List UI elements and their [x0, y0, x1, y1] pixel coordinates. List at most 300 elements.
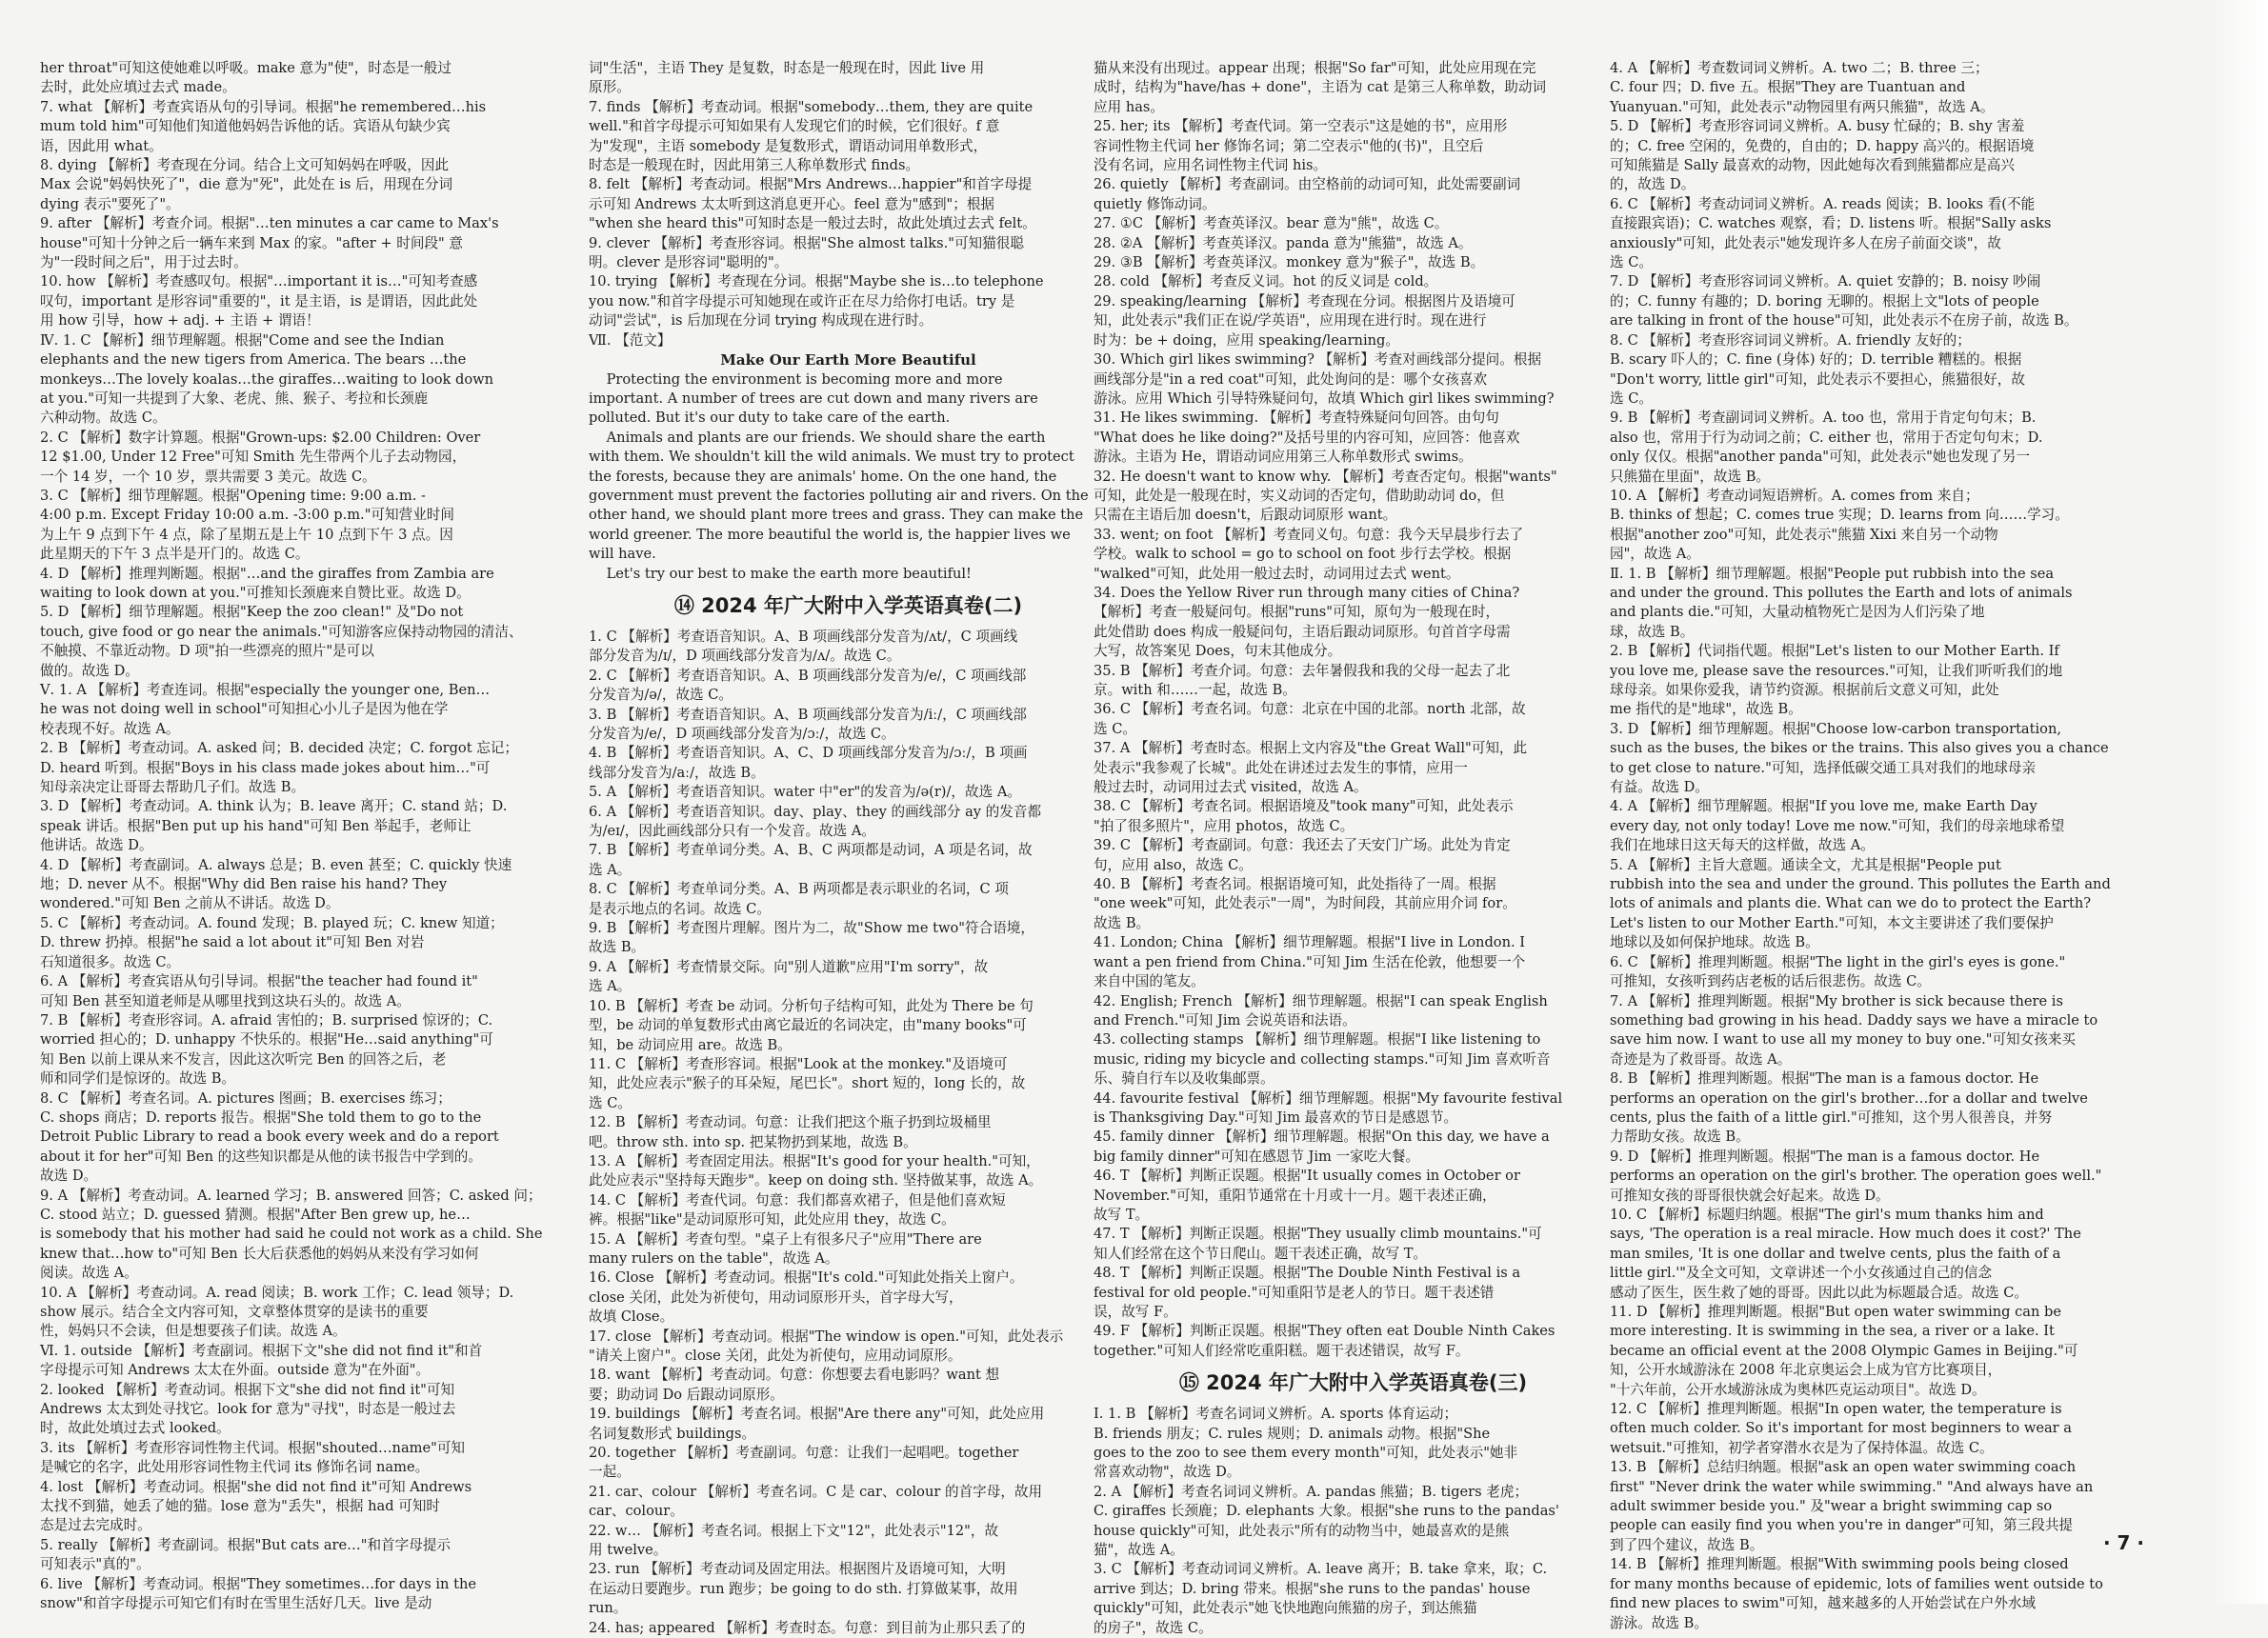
text-line: little girl.'"及全文可知，文章讲述一个小女孩通过自己的信念: [1610, 1265, 1993, 1282]
text-line: 9. B 【解析】考查副词词义辨析。A. too 也，常用于肯定句句末；B.: [1610, 410, 2037, 427]
text-line: 20. together 【解析】考查副词。句意：让我们一起唱吧。together: [589, 1445, 1019, 1462]
text-line: 4. D 【解析】推理判断题。根据"…and the giraffes from Zambia are: [40, 565, 494, 582]
text-line: government must prevent the factories polluting air and rivers. On the: [589, 487, 1089, 504]
text-line: 为"发现"，主语 somebody 是复数形式，谓语动词用单数形式，: [589, 137, 988, 154]
text-line: 故写 T。: [1094, 1206, 1150, 1223]
text-line: 的，故选 D。: [1610, 176, 1696, 193]
text-line: many rulers on the table"，故选 A。: [589, 1249, 839, 1267]
text-line: 选 C。: [1094, 720, 1136, 737]
text-line: big family dinner"可知在感恩节 Jim 一家吃大餐。: [1094, 1148, 1420, 1165]
text-line: Ⅴ. 1. A 【解析】考查连词。根据"especially the younger one, Ben…: [40, 682, 491, 698]
text-line: 29. ③B 【解析】考查英译汉。monkey 意为"猴子"，故选 B。: [1094, 254, 1485, 271]
text-line: 2. looked 【解析】考查动词。根据下文"she did not find it"可知: [40, 1381, 455, 1398]
text-line: 38. C 【解析】考查名词。根据语境及"took many"可知，此处表示: [1094, 798, 1514, 815]
text-line: C. stood 站立；D. guessed 猜测。根据"After Ben grew up, he…: [40, 1206, 471, 1223]
text-line: people can easily find you when you're in danger"可知，第三段共提: [1610, 1517, 2074, 1534]
text-line: 8. dying 【解析】考查现在分词。结合上文可知妈妈在呼吸，因此: [40, 157, 450, 174]
text-line: 29. speaking/learning 【解析】考查现在分词。根据图片及语境可: [1094, 292, 1515, 310]
text-line: festival for old people."可知重阳节是老人的节日。题干表述错: [1094, 1284, 1495, 1301]
text-line: 7. finds 【解析】考查动词。根据"somebody…them, they are quite: [589, 98, 1034, 115]
text-line: 37. A 【解析】考查时态。根据上文内容及"the Great Wall"可知，此: [1094, 740, 1528, 757]
text-line: 26. quietly 【解析】考查副词。由空格前的动词可知，此处需要副词: [1094, 176, 1521, 193]
text-line: 7. B 【解析】考查形容词。A. afraid 害怕的；B. surprised 惊讶的；C.: [40, 1011, 493, 1029]
text-line: 般过去时，动词用过去式 visited，故选 A。: [1094, 779, 1368, 796]
text-line: 12 $1.00, Under 12 Free"可知 Smith 先生带两个儿子去动物园，: [40, 449, 467, 466]
text-line: 9. A 【解析】考查情景交际。向"别人道歉"应用"I'm sorry"，故: [589, 958, 989, 975]
text-line: her throat"可知这使她难以呼吸。make 意为"使"，时态是一般过: [40, 60, 452, 76]
essay-title: Make Our Earth More Beautiful: [720, 351, 976, 370]
text-line: 选 C。: [589, 1094, 632, 1111]
text-line: 感动了医生，医生救了她的哥哥。因此以此为标题最合适。故选 C。: [1610, 1284, 2029, 1301]
page-number: · 7 ·: [2102, 1531, 2144, 1554]
text-line: 6. A 【解析】考查语音知识。day、play、they 的画线部分 ay 的发音都: [589, 803, 1042, 820]
column-2: [589, 59, 1108, 1636]
text-line: 可推知女孩的哥哥很快就会好起来。故选 D。: [1610, 1187, 1890, 1204]
text-line: 3. C 【解析】细节理解题。根据"Opening time: 9:00 a.m. -: [40, 487, 426, 504]
text-line: 2. C 【解析】数字计算题。根据"Grown-ups: $2.00 Children: Over: [40, 429, 481, 446]
text-line: 2. B 【解析】考查动词。A. asked 问；B. decided 决定；C. forgot 忘记；: [40, 740, 518, 757]
text-line: 43. collecting stamps 【解析】细节理解题。根据"I like listening to: [1094, 1031, 1541, 1049]
text-line: "Don't worry, little girl"可知，此处表示不要担心，熊猫很好，故: [1610, 370, 2025, 388]
text-line: 7. D 【解析】考查形容词词义辨析。A. quiet 安静的；B. noisy 吵闹: [1610, 273, 2041, 290]
text-line: 11. D 【解析】推理判断题。根据"But open water swimming can be: [1610, 1304, 2062, 1320]
text-line: 的；C. free 空闲的，免费的，自由的；D. happy 高兴的。根据语境: [1610, 137, 2035, 154]
text-line: B. thinks of 想起；C. comes true 实现；D. learns from 向……学习。: [1610, 507, 2069, 524]
text-line: 选 A。: [589, 978, 632, 995]
text-line: 5. C 【解析】考查动词。A. found 发现；B. played 玩；C. knew 知道；: [40, 914, 504, 931]
text-line: 没有名词，应用名词性物主代词 his。: [1094, 157, 1328, 174]
text-line: 12. B 【解析】考查动词。句意：让我们把这个瓶子扔到垃圾桶里: [589, 1114, 992, 1131]
text-line: 13. A 【解析】考查固定用法。根据"It's good for your health."可知，: [589, 1152, 1040, 1169]
text-line: says, 'The operation is a real miracle. How much does it cost?' The: [1610, 1226, 2081, 1243]
text-line: 应用 has。: [1094, 98, 1165, 115]
text-line: "What does he like doing?"及括号里的内容可知，应回答：他喜欢: [1094, 429, 1520, 446]
text-line: 字母提示可知 Andrews 太太在外面。outside 意为"在外面"。: [40, 1362, 431, 1379]
text-line: 有益。故选 D。: [1610, 779, 1709, 796]
text-line: man smiles, 'It is one dollar and twelve cents, plus the faith of a: [1610, 1245, 2061, 1262]
text-line: and under the ground. This pollutes the Earth and lots of animals: [1610, 584, 2073, 601]
text-line: 选 C。: [1610, 390, 1653, 407]
text-line: B. friends 朋友；C. rules 规则；D. animals 动物。根据"She: [1094, 1425, 1491, 1442]
text-line: 只熊猫在里面"，故选 B。: [1610, 468, 1771, 485]
text-line: 4. D 【解析】考查副词。A. always 总是；B. even 甚至；C. quickly 快速: [40, 856, 512, 873]
text-line: 4. A 【解析】细节理解题。根据"If you love me, make Earth Day: [1610, 798, 2037, 815]
text-line: 是喊它的名字，此处用形容词性物主代词 its 修饰名词 name。: [40, 1459, 430, 1476]
text-line: "请关上窗户"。close 关闭，此处为祈使句，应用动词原形。: [589, 1348, 962, 1364]
text-line: 10. how 【解析】考查感叹句。根据"…important it is…"可知考查感: [40, 273, 478, 290]
text-line: performs an operation on the girl's brother. The operation goes well.": [1610, 1168, 2102, 1185]
text-line: house quickly"可知，此处表示"所有的动物当中，她最喜欢的是熊: [1094, 1522, 1510, 1539]
text-line: 时态是一般现在时，因此用第三人称单数形式 finds。: [589, 157, 920, 174]
text-line: 故选 B。: [1094, 914, 1151, 931]
text-line: 可推知，女孩听到药店老板的话后很悲伤。故选 C。: [1610, 973, 1931, 990]
text-line: 3. B 【解析】考查语音知识。A、B 项画线部分发音为/iː/，C 项画线部: [589, 706, 1027, 723]
text-line: car、colour。: [589, 1503, 684, 1520]
text-line: 此处借助 does 构成一般疑问句，主语后跟动词原形。句首首字母需: [1094, 623, 1511, 640]
text-line: the forests, because they are animals' home. On the one hand, the: [589, 468, 1057, 485]
text-line: 49. F 【解析】判断正误题。根据"They often eat Double Ninth Cakes: [1094, 1323, 1555, 1340]
text-line: 乐、骑自行车以及收集邮票。: [1094, 1070, 1274, 1088]
text-line: 3. D 【解析】细节理解题。根据"Choose low-carbon transportation,: [1610, 720, 2061, 737]
text-line: 17. close 【解析】考查动词。根据"The window is open."可知，此处表示: [589, 1328, 1064, 1345]
text-line: 7. what 【解析】考查宾语从句的引导词。根据"he remembered…his: [40, 98, 487, 115]
text-line: dying 表示"要死了"。: [40, 195, 180, 212]
text-line: 一个 14 岁，一个 10 岁，票共需要 3 美元。故选 C。: [40, 468, 376, 485]
text-line: 阅读。故选 A。: [40, 1265, 138, 1282]
text-line: 33. went; on foot 【解析】考查同义句。句意：我今天早晨步行去了: [1094, 526, 1524, 543]
text-line: 名词复数形式 buildings。: [589, 1425, 756, 1442]
text-line: 3. C 【解析】考查动词词义辨析。A. leave 离开；B. take 拿来，取；C.: [1094, 1561, 1548, 1578]
text-line: 裤。根据"like"是动词原形可知，此处应用 they，故选 C。: [589, 1211, 955, 1228]
text-line: November."可知，重阳节通常在十月或十一月。题干表述正确，: [1094, 1187, 1496, 1204]
text-line: goes to the zoo to see them every month"可知，此处表示"她非: [1094, 1445, 1518, 1462]
text-line: "拍了很多照片"，应用 photos，故选 C。: [1094, 817, 1355, 834]
text-line: often much colder. So it's important for most beginners to wear a: [1610, 1420, 2072, 1437]
text-line: 故选 D。: [40, 1168, 98, 1185]
text-line: 10. trying 【解析】考查现在分词。根据"Maybe she is…to telephone: [589, 273, 1044, 290]
text-line: 师和同学们是惊讶的。故选 B。: [40, 1070, 236, 1088]
text-line: 园"，故选 A。: [1610, 546, 1700, 563]
text-line: something bad growing in his head. Daddy says we have a miracle to: [1610, 1011, 2098, 1029]
text-line: 21. car、colour 【解析】考查名词。C 是 car、colour 的首字母，故用: [589, 1483, 1043, 1500]
text-line: together."可知人们经常吃重阳糕。题干表述错误，故写 F。: [1094, 1342, 1470, 1359]
text-line: 23. run 【解析】考查动词及固定用法。根据图片及语境可知，大明: [589, 1561, 1006, 1578]
text-line: performs an operation on the girl's brother…for a dollar and twelve: [1610, 1089, 2088, 1107]
text-line: important. A number of trees are cut down and many rivers are: [589, 390, 1038, 407]
text-line: about it for her"可知 Ben 的这些知识都是从他的读书报告中学到的。: [40, 1148, 482, 1165]
text-line: 5. really 【解析】考查副词。根据"But cats are…"和首字母提示: [40, 1536, 452, 1553]
text-line: Yuanyuan."可知，此处表示"动物园里有两只熊猫"，故选 A。: [1610, 98, 1995, 115]
text-line: B. scary 吓人的；C. fine (身体) 好的；D. terrible 糟糕的。根据: [1610, 351, 2022, 369]
text-line: 9. D 【解析】推理判断题。根据"The man is a famous doctor. He: [1610, 1148, 2040, 1165]
text-line: 处表示"我参观了长城"。此处在讲述过去发生的事情，应用一: [1094, 759, 1468, 776]
text-line: adult swimmer beside you." 及"wear a bright swimming cap so: [1610, 1498, 2053, 1515]
text-line: 只需在主语后加 doesn't，后跟动词原形 want。: [1094, 507, 1397, 524]
text-line: 句，应用 also，故选 C。: [1094, 856, 1253, 873]
text-line: is somebody that his mother had said he could not work as a child. She: [40, 1226, 543, 1243]
column-1: [40, 59, 559, 1612]
text-line: 分发音为/e/，D 项画线部分发音为/ɔː/，故选 C。: [589, 726, 895, 742]
text-line: 在运动日要跑步。run 跑步；be going to do sth. 打算做某事，故用: [589, 1580, 1018, 1597]
section-heading: ⑮ 2024 年广大附中入学英语真卷(三): [1178, 1371, 1528, 1395]
text-line: 知人们经常在这个节日爬山。题干表述正确，故写 T。: [1094, 1245, 1428, 1262]
text-line: 语，因此用 what。: [40, 137, 163, 154]
text-line: 常喜欢动物"，故选 D。: [1094, 1464, 1241, 1481]
text-line: 4. B 【解析】考查语音知识。A、C、D 项画线部分发音为/ɔː/，B 项画: [589, 745, 1028, 762]
column-3: [1094, 59, 1613, 1636]
text-line: 吧。throw sth. into sp. 把某物扔到某地，故选 B。: [589, 1133, 917, 1150]
text-line: music, riding my bicycle and collecting stamps."可知 Jim 喜欢听音: [1094, 1050, 1551, 1068]
text-line: 叹句，important 是形容词"重要的"，it 是主语，is 是谓语，因此此处: [40, 292, 478, 310]
text-line: and French."可知 Jim 会说英语和法语。: [1094, 1011, 1356, 1029]
text-line: Ⅱ. 1. B 【解析】细节理解题。根据"People put rubbish into the sea: [1610, 565, 2055, 582]
text-line: 动词"尝试"，is 后加现在分词 trying 构成现在进行时。: [589, 312, 933, 330]
text-line: 10. B 【解析】考查 be 动词。分析句子结构可知，此处为 There be 句: [589, 997, 1034, 1014]
text-line: 石知道很多。故选 C。: [40, 953, 181, 970]
text-line: snow"和首字母提示可知它们有时在雪里生活好几天。live 是动: [40, 1595, 432, 1612]
text-line: 可知，此处是一般现在时，实义动词的否定句，借助助动词 do，但: [1094, 487, 1505, 504]
text-line: 5. D 【解析】细节理解题。根据"Keep the zoo clean!" 及"Do not: [40, 604, 464, 621]
text-line: 知 Ben 以前上课从来不发言，因此这次听完 Ben 的回答之后，老: [40, 1050, 447, 1068]
text-line: speak 讲话。根据"Ben put up his hand"可知 Ben 举起手，老师让: [40, 817, 472, 834]
text-line: 可知熊猫是 Sally 最喜欢的动物，因此她每次看到熊猫都应是高兴: [1610, 157, 2015, 174]
text-line: 34. Does the Yellow River run through many cities of China?: [1094, 584, 1520, 601]
text-line: 去时，此处应填过去式 made。: [40, 79, 236, 96]
text-line: 线部分发音为/aː/，故选 B。: [589, 764, 765, 781]
text-line: Let's listen to our Mother Earth."可知，本文主要讲述了我们要保护: [1610, 914, 2054, 931]
text-line: 校表现不好。故选 A。: [40, 720, 180, 737]
text-line: 2. A 【解析】考查名词词义辨析。A. pandas 熊猫；B. tigers 老虎；: [1094, 1483, 1529, 1500]
text-line: 9. B 【解析】考查图片理解。图片为二，故"Show me two"符合语境，: [589, 920, 1034, 937]
section-heading: ⑭ 2024 年广大附中入学英语真卷(二): [673, 593, 1023, 617]
text-line: 45. family dinner 【解析】细节理解题。根据"On this day, we have a: [1094, 1129, 1550, 1146]
text-line: cents, plus the faith of a little girl."可推知，这个男人很善良，并努: [1610, 1109, 2053, 1126]
text-line: Andrews 太太到处寻找它。look for 意为"寻找"，时态是一般过去: [40, 1401, 456, 1418]
text-line: 原形。: [589, 79, 631, 96]
text-line: run。: [589, 1600, 628, 1617]
page-edge: [2211, 0, 2268, 1604]
text-line: Ⅰ. 1. B 【解析】考查名词词义辨析。A. sports 体育运动；: [1094, 1406, 1458, 1423]
text-line: 10. C 【解析】标题归纳题。根据"The girl's mum thanks him and: [1610, 1206, 2044, 1223]
text-line: 【解析】考查一般疑问句。根据"runs"可知，原句为一般现在时，: [1094, 604, 1500, 621]
text-line: also 也，常用于行为动词之前；C. either 也，常用于否定句句末；D.: [1610, 429, 2043, 446]
text-line: 容词性物主代词 her 修饰名词；第二空表示"他的(书)"，且空后: [1094, 137, 1484, 154]
text-line: anxiously"可知，此处表示"她发现许多人在房子前面交谈"，故: [1610, 234, 2001, 251]
text-line: every day, not only today! Love me now."可知，我们的母亲地球希望: [1610, 817, 2065, 834]
text-line: 24. has; appeared 【解析】考查时态。句意：到目前为止那只丢了的: [589, 1619, 1026, 1636]
text-line: 示可知 Andrews 太太听到这消息更开心。feel 意为"感到"；根据: [589, 195, 995, 212]
text-line: 分发音为/ə/，故选 C。: [589, 687, 733, 704]
text-line: 22. w… 【解析】考查名词。根据上下文"12"，此处表示"12"，故: [589, 1522, 999, 1539]
text-line: 为/eɪ/，因此画线部分只有一个发音。故选 A。: [589, 823, 876, 840]
text-line: such as the buses, the bikes or the trains. This also gives you a chance: [1610, 740, 2109, 757]
text-line: for many months because of epidemic, lots of families went outside to: [1610, 1575, 2103, 1592]
text-line: save him now. I want to use all my money to buy one."可知女孩来买: [1610, 1031, 2077, 1049]
text-line: 知母亲决定让哥哥去帮助几子们。故选 B。: [40, 779, 306, 796]
text-line: 根据"another zoo"可知，此处表示"熊猫 Xixi 来自另一个动物: [1610, 526, 1998, 543]
text-line: monkeys…The lovely koalas…the giraffes…waiting to look down: [40, 370, 494, 388]
text-line: 他讲话。故选 D。: [40, 837, 153, 854]
text-line: 31. He likes swimming. 【解析】考查特殊疑问句回答。由句句: [1094, 410, 1499, 427]
text-line: 地；D. never 从不。根据"Why did Ben raise his hand? They: [40, 876, 448, 893]
text-line: 4. A 【解析】考查数词词义辨析。A. two 二；B. three 三；: [1610, 60, 1989, 76]
text-line: 为"一段时间之后"，用于过去时。: [40, 254, 248, 271]
text-line: 奇迹是为了救哥哥。故选 A。: [1610, 1050, 1792, 1068]
text-line: 用 twelve。: [589, 1542, 668, 1559]
text-line: 9. after 【解析】考查介词。根据"…ten minutes a car came to Max's: [40, 215, 499, 232]
text-line: 39. C 【解析】考查副词。句意：我还去了天安门广场。此处为肯定: [1094, 837, 1511, 854]
text-line: D. heard 听到。根据"Boys in his class made jokes about him…"可: [40, 759, 491, 776]
text-line: 的；C. funny 有趣的；D. boring 无聊的。根据上文"lots of people: [1610, 292, 2039, 310]
text-line: "十六年前，公开水域游泳成为奥林匹克运动项目"。故选 D。: [1610, 1381, 1986, 1398]
text-line: 7. A 【解析】推理判断题。根据"My brother is sick because there is: [1610, 992, 2063, 1009]
text-line: 9. A 【解析】考查动词。A. learned 学习；B. answered 回答；C. asked 问；: [40, 1187, 542, 1204]
text-line: became an official event at the 2008 Olympic Games in Beijing."可: [1610, 1342, 2078, 1359]
text-line: Max 会说"妈妈快死了"，die 意为"死"，此处在 is 后，用现在分词: [40, 176, 453, 193]
text-line: wondered."可知 Ben 之前从不讲话。故选 D。: [40, 895, 340, 912]
text-line: 14. C 【解析】考查代词。句意：我们都喜欢裙子，但是他们喜欢短: [589, 1191, 1006, 1209]
text-line: 太找不到猫，她丢了她的猫。lose 意为"丢失"，根据 had 可知时: [40, 1498, 441, 1515]
text-line: 要；助动词 Do 后跟动词原形。: [589, 1386, 784, 1403]
text-line: 球母亲。如果你爱我，请节约资源。根据前后文意义可知，此处: [1610, 682, 1999, 698]
text-line: 47. T 【解析】判断正误题。根据"They usually climb mountains."可: [1094, 1226, 1542, 1243]
text-line: 来自中国的笔友。: [1094, 973, 1205, 990]
text-line: 大写，故答案见 Does，句末其他成分。: [1094, 643, 1342, 660]
text-line: will have.: [589, 546, 656, 563]
text-line: 6. C 【解析】考查动词词义辨析。A. reads 阅读；B. looks 看(不能: [1610, 195, 2036, 212]
text-line: you now."和首字母提示可知她现在或许正在尽力给你打电话。try 是: [589, 292, 1015, 310]
text-line: elephants and the new tigers from America. The bears …the: [40, 351, 467, 369]
text-line: 游泳。主语为 He，谓语动词应用第三人称单数形式 swims。: [1094, 449, 1473, 466]
text-line: you love me, please save the resources."可知，让我们听听我们的地: [1610, 662, 2063, 679]
text-line: 此处应表示"坚持每天跑步"。keep on doing sth. 坚持做某事，故选 A。: [589, 1172, 1043, 1189]
text-line: wetsuit."可推知，初学者穿潜水衣是为了保持体温。故选 C。: [1610, 1439, 1994, 1456]
text-line: 到了四个建议，故选 B。: [1610, 1536, 1764, 1553]
text-line: world greener. The more beautiful the world is, the happier lives we: [589, 526, 1071, 543]
text-line: "walked"可知，此处用一般过去时，动词用过去式 went。: [1094, 565, 1460, 582]
text-line: 游泳。应用 Which 引导特殊疑问句，故填 Which girl likes swimming?: [1094, 390, 1555, 407]
text-line: Ⅵ. 1. outside 【解析】考查副词。根据下文"she did not find it"和首: [40, 1342, 483, 1359]
text-line: 型，be 动词的单复数形式由离它最近的名词决定，由"many books"可: [589, 1017, 1027, 1034]
text-line: more interesting. It is swimming in the sea, a river or a lake. It: [1610, 1323, 2055, 1340]
text-line: quietly 修饰动词。: [1094, 195, 1216, 212]
text-line: 做的。故选 D。: [40, 662, 139, 679]
column-4: [1610, 59, 2129, 1631]
text-line: well."和首字母提示可知如果有人发现它们的时候，它们很好。f 意: [589, 118, 1000, 135]
text-line: is Thanksgiving Day."可知 Jim 最喜欢的节日是感恩节。: [1094, 1109, 1458, 1126]
text-line: 词"生活"，主语 They 是复数，时态是一般现在时，因此 live 用: [589, 60, 985, 76]
text-line: 画线部分是"in a red coat"可知，此处询问的是：哪个女孩喜欢: [1094, 370, 1488, 388]
text-line: 态是过去完成时。: [40, 1517, 151, 1534]
text-line: arrive 到达；D. bring 带来。根据"she runs to the pandas' house: [1094, 1580, 1531, 1597]
text-line: 性，妈妈只不会读，但是想要孩子们读。故选 A。: [40, 1323, 347, 1340]
text-line: want a pen friend from China."可知 Jim 生活在伦敦，他想要一个: [1094, 953, 1526, 970]
text-line: other hand, we should plant more trees and grass. They can make the: [589, 507, 1084, 524]
text-line: Let's try our best to make the earth more beautiful!: [589, 565, 972, 582]
text-line: 5. A 【解析】考查语音知识。water 中"er"的发音为/ə(r)/，故选 A。: [589, 784, 1021, 801]
text-line: 6. A 【解析】考查宾语从句引导词。根据"the teacher had found it": [40, 973, 478, 990]
text-line: 4:00 p.m. Except Friday 10:00 a.m. -3:00 p.m."可知营业时间: [40, 507, 454, 524]
text-line: 误，故写 F。: [1094, 1304, 1177, 1320]
text-line: 知，此处表示"我们正在说/学英语"，应用现在进行时。现在进行: [1094, 312, 1487, 330]
text-line: Animals and plants are our friends. We should share the earth: [589, 429, 1046, 446]
text-line: 猫从来没有出现过。appear 出现；根据"So far"可知，此处应用现在完: [1094, 60, 1536, 76]
text-line: 16. Close 【解析】考查动词。根据"It's cold."可知此处指关上窗户。: [589, 1269, 1024, 1287]
text-line: 10. A 【解析】考查动词。A. read 阅读；B. work 工作；C. lead 领导；D.: [40, 1284, 514, 1301]
text-line: 2. B 【解析】代词指代题。根据"Let's listen to our Mother Earth. If: [1610, 643, 2059, 660]
text-line: 1. C 【解析】考查语音知识。A、B 项画线部分发音为/ʌt/，C 项画线: [589, 628, 1018, 645]
text-line: 10. A 【解析】考查动词短语辨析。A. comes from 来自；: [1610, 487, 1979, 504]
text-line: touch, give food or go near the animals."可知游客应保持动物园的清洁、: [40, 623, 523, 640]
text-line: 明。clever 是形容词"聪明的"。: [589, 254, 789, 271]
text-line: 40. B 【解析】考查名词。根据语境可知，此处指待了一周。根据: [1094, 876, 1496, 893]
text-line: to get close to nature."可知，选择低碳交通工具对我们的地球母亲: [1610, 759, 2037, 776]
text-line: close 关闭，此处为祈使句，用动词原形开头，首字母大写，: [589, 1288, 963, 1306]
text-line: C. four 四；D. five 五。根据"They are Tuantuan and: [1610, 79, 1966, 96]
text-line: 18. want 【解析】考查动词。句意：你想要去看电影吗？want 想: [589, 1367, 1000, 1384]
text-line: 6. live 【解析】考查动词。根据"They sometimes…for days in the: [40, 1575, 476, 1592]
text-line: show 展示。结合全文内容可知，文章整体贯穿的是读书的重要: [40, 1304, 429, 1320]
text-line: 46. T 【解析】判断正误题。根据"It usually comes in October or: [1094, 1168, 1520, 1185]
text-line: 3. D 【解析】考查动词。A. think 认为；B. leave 离开；C. stand 站；D.: [40, 798, 508, 815]
text-line: C. giraffes 长颈鹿；D. elephants 大象。根据"she runs to the pandas': [1094, 1503, 1559, 1520]
text-line: 力帮助女孩。故选 B。: [1610, 1129, 1750, 1146]
text-line: 一起。: [589, 1464, 631, 1481]
text-line: 28. ②A 【解析】考查英译汉。panda 意为"熊猫"，故选 A。: [1094, 234, 1473, 251]
text-line: 地球以及如何保护地球。故选 B。: [1610, 934, 1819, 951]
text-line: Detroit Public Library to read a book every week and do a report: [40, 1129, 499, 1146]
text-line: 41. London; China 【解析】细节理解题。根据"I live in London. I: [1094, 934, 1526, 951]
text-line: 成时，结构为"have/has + done"，主语为 cat 是第三人称单数，助动词: [1094, 79, 1547, 96]
text-line: 28. cold 【解析】考查反义词。hot 的反义词是 cold。: [1094, 273, 1438, 290]
text-line: 猫"，故选 A。: [1094, 1542, 1184, 1559]
text-line: 知，公开水域游泳在 2008 年北京奥运会上成为官方比赛项目，: [1610, 1362, 2002, 1379]
text-line: 六种动物。故选 C。: [40, 410, 167, 427]
text-line: worried 担心的；D. unhappy 不快乐的。根据"He…said anything"可: [40, 1031, 493, 1049]
text-line: "when she heard this"可知时态是一般过去时，故此处填过去式 felt。: [589, 215, 1036, 232]
text-line: 19. buildings 【解析】考查名词。根据"Are there any"可知，此处应用: [589, 1406, 1045, 1423]
text-line: 5. D 【解析】考查形容词词义辨析。A. busy 忙碌的；B. shy 害羞: [1610, 118, 2025, 135]
text-line: 48. T 【解析】判断正误题。根据"The Double Ninth Festival is a: [1094, 1265, 1521, 1282]
text-line: 25. her; its 【解析】考查代词。第一空表示"这是她的书"，应用形: [1094, 118, 1508, 135]
text-line: 游泳。故选 B。: [1610, 1614, 1708, 1631]
text-line: 5. A 【解析】主旨大意题。通读全文，尤其是根据"People put: [1610, 856, 2001, 873]
text-line: 知，be 动词应用 are。故选 B。: [589, 1036, 792, 1053]
text-line: 选 C。: [1610, 254, 1653, 271]
text-line: 36. C 【解析】考查名词。句意：北京在中国的北部。north 北部，故: [1094, 701, 1526, 718]
text-line: 的房子"，故选 C。: [1094, 1619, 1213, 1636]
text-line: 8. felt 【解析】考查动词。根据"Mrs Andrews…happier"和首字母提: [589, 176, 1033, 193]
text-line: 为上午 9 点到下午 4 点，除了星期五是上午 10 点到下午 3 点。因: [40, 526, 453, 543]
text-line: C. shops 商店；D. reports 报告。根据"She told them to go to the: [40, 1109, 482, 1126]
text-line: 学校。walk to school = go to school on foot 步行去学校。根据: [1094, 546, 1512, 563]
text-line: 13. B 【解析】总结归纳题。根据"ask an open water swimming coach: [1610, 1459, 2077, 1476]
text-line: at you."可知一共提到了大象、老虎、熊、猴子、考拉和长颈鹿: [40, 390, 429, 407]
text-line: 是表示地点的名词。故选 C。: [589, 900, 771, 917]
text-line: mum told him"可知他们知道他妈妈告诉他的话。宾语从句缺少宾: [40, 118, 451, 135]
text-line: Ⅶ. 【范文】: [589, 331, 672, 349]
text-line: 4. lost 【解析】考查动词。根据"she did not find it"可知 Andrews: [40, 1478, 472, 1495]
text-line: quickly"可知，此处表示"她飞快地跑向熊猫的房子，到达熊猫: [1094, 1600, 1477, 1617]
text-line: 6. C 【解析】推理判断题。根据"The light in the girl's eyes is gone.": [1610, 953, 2066, 970]
text-line: 直接跟宾语)；C. watches 观察，看；D. listens 听。根据"Sally asks: [1610, 215, 2052, 232]
text-line: with them. We shouldn't kill the wild animals. We must try to protect: [589, 449, 1074, 466]
text-line: house"可知十分钟之后一辆车来到 Max 的家。"after + 时间段" 意: [40, 234, 464, 251]
text-line: waiting to look down at you."可推知长颈鹿来自赞比亚。故选 D。: [40, 584, 471, 601]
text-line: 此星期天的下午 3 点半是开门的。故选 C。: [40, 546, 310, 563]
text-line: 42. English; French 【解析】细节理解题。根据"I can speak English: [1094, 992, 1548, 1009]
text-line: 9. clever 【解析】考查形容词。根据"She almost talks."可知猫很聪: [589, 234, 1024, 251]
text-line: knew that…how to"可知 Ben 长大后获悉他的妈妈从来没有学习如何: [40, 1245, 479, 1262]
text-line: 知，此处应表示"猴子的耳朵短，尾巴长"。short 短的，long 长的，故: [589, 1075, 1026, 1092]
text-line: D. threw 扔掉。根据"he said a lot about it"可知 Ben 对岩: [40, 934, 425, 951]
text-line: 3. its 【解析】考查形容词性物主代词。根据"shouted…name"可知: [40, 1439, 466, 1456]
text-line: Protecting the environment is becoming more and more: [589, 370, 1003, 388]
text-line: 12. C 【解析】推理判断题。根据"In open water, the temperature is: [1610, 1401, 2062, 1418]
text-line: 可知 Ben 甚至知道老师是从哪里找到这块石头的。故选 A。: [40, 992, 411, 1009]
text-line: 球，故选 B。: [1610, 623, 1695, 640]
text-line: 故填 Close。: [589, 1308, 674, 1326]
text-line: first" "Never drink the water while swimming." "And always have an: [1610, 1478, 2094, 1495]
text-line: 可知表示"真的"。: [40, 1556, 151, 1573]
text-line: 8. B 【解析】推理判断题。根据"The man is a famous doctor. He: [1610, 1070, 2039, 1088]
text-line: 京。with 和……一起，故选 B。: [1094, 682, 1296, 698]
text-line: 不触摸、不靠近动物。D 项"拍一些漂亮的照片"是可以: [40, 643, 374, 660]
text-line: 选 A。: [589, 861, 632, 878]
text-line: 8. C 【解析】考查名词。A. pictures 图画；B. exercises 练习；: [40, 1089, 452, 1107]
text-line: polluted. But it's our duty to take care of the earth.: [589, 410, 951, 427]
text-line: 2. C 【解析】考查语音知识。A、B 项画线部分发音为/e/，C 项画线部: [589, 667, 1027, 684]
